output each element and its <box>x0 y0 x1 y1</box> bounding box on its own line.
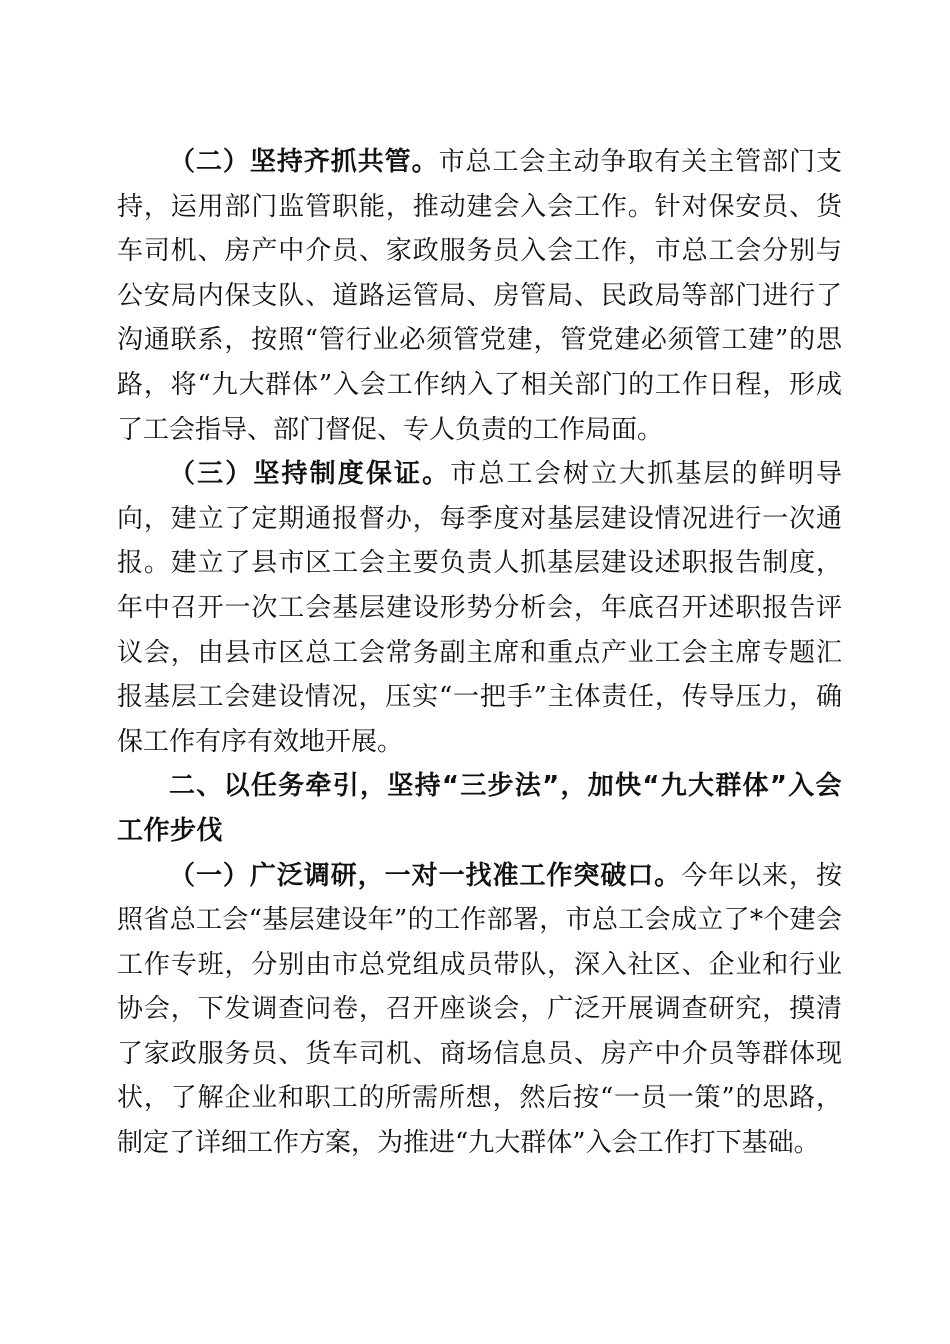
paragraph-body: 市总工会主动争取有关主管部门支持，运用部门监管职能，推动建会入会工作。针对保安员、货车司机、房产中介员、家政服务员入会工作，市总工会分别与公安局内保支队、道路运管局、房管局、民政局等部门进行了沟通联系，按照“管行业必须管党建，管党建必须管工建”的思路，将“九大群体”入会工作纳入了相关部门的工作日程，形成了工会指导、部门督促、专人负责的工作局面。 <box>117 147 842 445</box>
paragraph-institutional-guarantee <box>117 452 842 764</box>
paragraph-lead: （一）广泛调研，一对一找准工作突破口。 <box>169 860 682 891</box>
paragraph-lead: （二）坚持齐抓共管。 <box>169 147 439 177</box>
paragraph-research <box>117 854 842 1166</box>
section-heading: 二、以任务牵引，坚持“三步法”，加快“九大群体”入会工作步伐 <box>117 771 842 846</box>
paragraph-body: 今年以来，按照省总工会“基层建设年”的工作部署，市总工会成立了*个建会工作专班，分别由市总党组成员带队，深入社区、企业和行业协会，下发调查问卷，召开座谈会，广泛开展调查研究，摸清了家政服务员、货车司机、商场信息员、房产中介员等群体现状，了解企业和职工的所需所想，然后按“一员一策”的思路，制定了详细工作方案，为推进“九大群体”入会工作打下基础。 <box>117 860 842 1159</box>
document-page <box>117 140 842 1166</box>
paragraph-coordinated-management <box>117 140 842 452</box>
paragraph-body: 市总工会树立大抓基层的鲜明导向，建立了定期通报督办，每季度对基层建设情况进行一次通报。建立了县市区工会主要负责人抓基层建设述职报告制度，年中召开一次工会基层建设形势分析会，年底召开述职报告评议会，由县市区总工会常务副主席和重点产业工会主席专题汇报基层工会建设情况，压实“一把手”主体责任，传导压力，确保工作有序有效地开展。 <box>117 459 842 757</box>
paragraph-lead: （三）坚持制度保证。 <box>169 459 451 490</box>
